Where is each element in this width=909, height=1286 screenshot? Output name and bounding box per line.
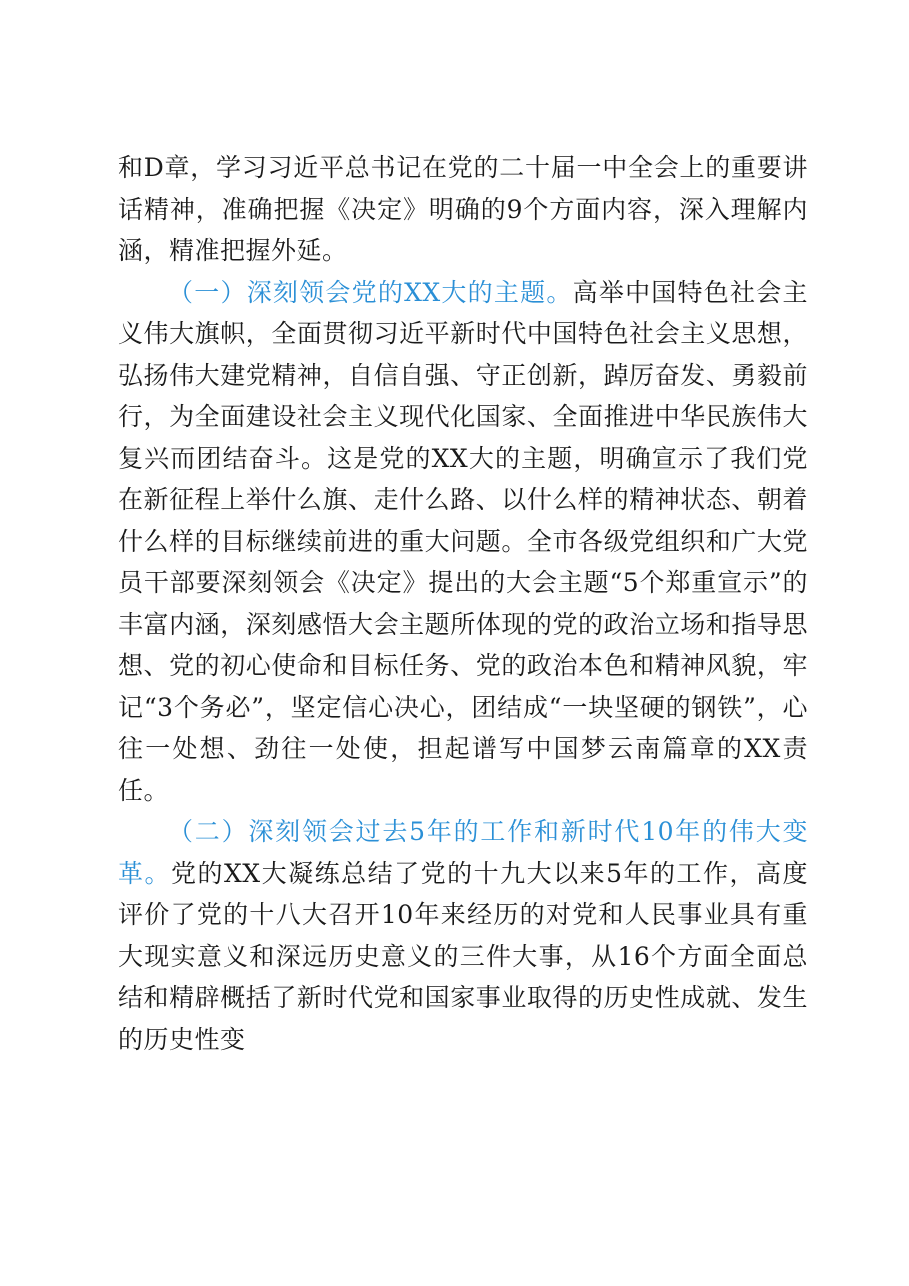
paragraph-section-1 — [118, 272, 808, 812]
paragraph-body: 高举中国特色社会主义伟大旗帜，全面贯彻习近平新时代中国特色社会主义思想，弘扬伟大建党精神，自信自强、守正创新，踔厉奋发、勇毅前行，为全面建设社会主义现代化国家、全面推进中华民族伟大复兴而团结奋斗。这是党的XX大的主题，明确宣示了我们党在新征程上举什么旗、走什么路、以什么样的精神状态、朝着什么样的目标继续前进的重大问题。全市各级党组织和广大党员干部要深刻领会《决定》提出的大会主题“5个郑重宣示”的丰富内涵，深刻感悟大会主题所体现的党的政治立场和指导思想、党的初心使命和目标任务、党的政治本色和精神风貌，牢记“3个务必”，坚定信心决心，团结成“一块坚硬的钢铁”，心往一处想、劲往一处使，担起谱写中国梦云南篇章的XX责任。 — [118, 277, 808, 805]
paragraph-continuation — [118, 147, 808, 272]
document-body — [118, 147, 808, 1060]
paragraph-body: 和D章，学习习近平总书记在党的二十届一中全会上的重要讲话精神，准确把握《决定》明确的9个方面内容，深入理解内涵，精准把握外延。 — [118, 153, 808, 265]
paragraph-body: 党的XX大凝练总结了党的十九大以来5年的工作，高度评价了党的十八大召开10年来经历的对党和人民事业具有重大现实意义和深远历史意义的三件大事，从16个方面全面总结和精辟概括了新时代党和国家事业取得的历史性成就、发生的历史性变 — [118, 858, 808, 1054]
section-heading-1: （一）深刻领会党的XX大的主题。 — [168, 277, 573, 307]
section-heading-2: （二）深刻领会过去5年的工作和新时代10年的伟大变革。 — [118, 817, 808, 888]
paragraph-section-2 — [118, 811, 808, 1060]
